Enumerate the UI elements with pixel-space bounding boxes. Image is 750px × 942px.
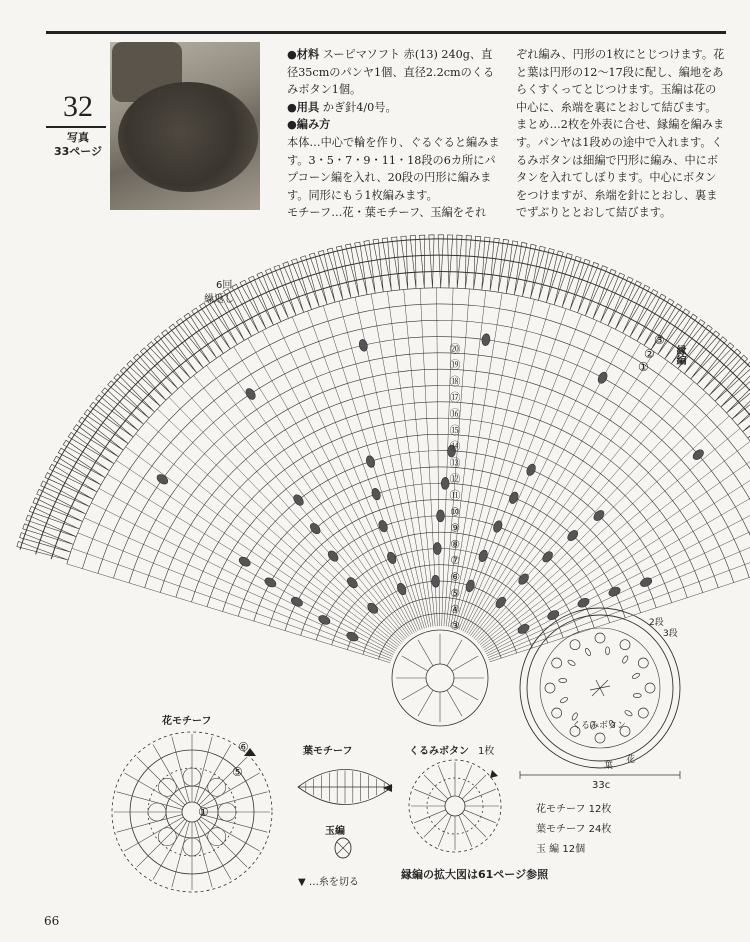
round-number: ⑥ — [450, 570, 460, 584]
flower-round-6: ⑥ — [238, 740, 249, 754]
round-number: ⑩ — [450, 505, 460, 519]
ball-stitch-title: 玉編 — [325, 826, 345, 837]
method-heading: ●編み方 — [287, 117, 331, 132]
edge-round-1: ① — [638, 360, 649, 374]
edge-round-3: ③ — [654, 333, 665, 347]
edge-round-2: ② — [644, 347, 655, 361]
round-number: ⑱ — [449, 374, 461, 388]
round-number: ⑭ — [449, 440, 461, 454]
round-number: ⑫ — [449, 472, 461, 486]
motif-instructions: モチーフ…花・葉モチーフ、玉編をそれ — [287, 206, 487, 220]
count-flower: 花モチーフ 12枚 — [536, 804, 612, 815]
materials-heading: ●材料 — [287, 47, 320, 61]
flower-round-5: ⑤ — [232, 765, 243, 779]
round-number: ⑧ — [450, 537, 460, 551]
round-number: ⑨ — [450, 521, 460, 535]
round-number: ⑳ — [449, 342, 461, 356]
edge-reference: 縁編の拡大図は61ページ参照 — [401, 868, 549, 881]
button-count: 1枚 — [478, 746, 495, 757]
cut-note: ▼ …糸を切る — [298, 877, 359, 888]
pattern-number: 32 — [63, 90, 93, 123]
flower-petals — [114, 734, 270, 890]
assembly-button-label: くるみボタン — [572, 721, 627, 731]
ball-stitch-detail — [337, 842, 349, 854]
repeat-count: 6回 — [216, 280, 233, 291]
button-stitches — [411, 762, 499, 850]
round-number: ⑤ — [450, 586, 460, 600]
tools-text: かぎ針4/0号。 — [319, 100, 397, 114]
assembly-rounds-a: 2段 — [649, 618, 664, 628]
tools-heading: ●用具 — [287, 99, 320, 114]
round-number: ⑮ — [449, 423, 461, 437]
round-number: ⑦ — [450, 554, 460, 568]
edging-label: 縁編 — [674, 345, 685, 365]
body-chart-fan — [17, 235, 750, 663]
photo-ref-line2: 33ページ — [53, 145, 103, 158]
continued-instructions: ぞれ編み、円形の1枚にとじつけます。花と葉は円形の12〜17段に配し、編地をあらくすくってとじつけます。玉編は花の中心に、糸端を裏にとおして結びます。まとめ…2枚を外表に合せ、縁編を編みます。パンヤは1段めの途中で入れます。くるみボタンは細編で円形に編み、中にボタンを入れてしぼります。中心にボタンをつけますが、糸端を針にとおし、裏までずぶりととおして結びます。 — [516, 48, 725, 220]
round-number: ⑲ — [449, 358, 461, 372]
round-number: ⑪ — [449, 489, 461, 502]
round-number: ⑰ — [449, 391, 461, 405]
assembly-flower-label: 花 — [626, 755, 636, 765]
page-number: 66 — [44, 914, 60, 928]
leaf-motif-title: 葉モチーフ — [303, 746, 353, 757]
round-number: ③ — [450, 619, 460, 633]
diameter-label: 33c — [592, 780, 611, 791]
count-leaf: 葉モチーフ 24枚 — [536, 824, 612, 835]
round-number: ⑯ — [449, 407, 461, 421]
photo-ref-line1: 写真 — [67, 131, 89, 144]
flower-round-1: ① — [198, 805, 209, 819]
button-cut-arrow — [490, 770, 498, 778]
button-title: くるみボタン — [409, 746, 469, 757]
flower-motif-title: 花モチーフ — [162, 716, 212, 727]
body-instructions: 本体…中心で輪を作り、ぐるぐると編みます。3・5・7・9・11・18段の6カ所にパプコーン編を入れ、20段の円形に編みます。同形にもう1枚編みます。 — [287, 135, 500, 202]
materials-text: スーピマソフト 赤(13) 240g、直径35cmのパンヤ1個、直径2.2cmのくるみボタン1個。 — [287, 48, 495, 97]
round-number: ④ — [450, 603, 460, 617]
round-number: ⑬ — [449, 456, 461, 470]
assembly-rounds-b: 3段 — [663, 629, 678, 639]
assembly-leaf-label: 葉 — [604, 761, 614, 771]
repeat-note: 繰返し — [204, 294, 234, 305]
count-ball: 玉 編 12個 — [536, 844, 586, 855]
